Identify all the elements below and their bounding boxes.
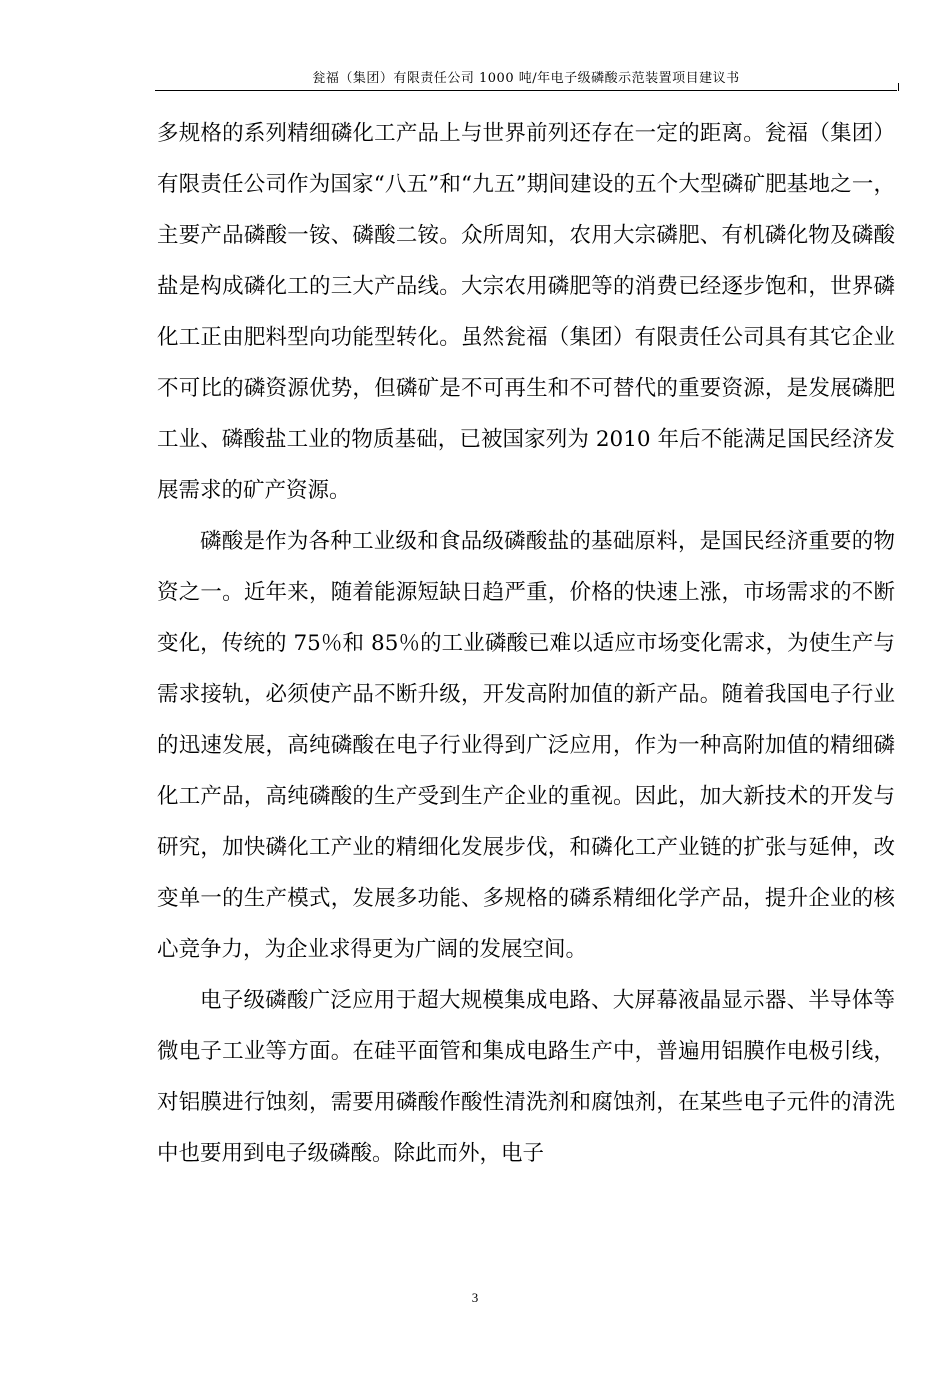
paragraph-1: 多规格的系列精细磷化工产品上与世界前列还存在一定的距离。瓮福（集团）有限责任公司作为国家“八五”和“九五”期间建设的五个大型磷矿肥基地之一，主要产品磷酸一铵、磷酸二铵。众所周知，农用大宗磷肥、有机磷化物及磷酸盐是构成磷化工的三大产品线。大宗农用磷肥等的消费已经逐步饱和，世界磷化工正由肥料型向功能型转化。虽然瓮福（集团）有限责任公司具有其它企业不可比的磷资源优势，但磷矿是不可再生和不可替代的重要资源，是发展磷肥工业、磷酸盐工业的物质基础，已被国家列为 2010 年后不能满足国民经济发展需求的矿产资源。 (157, 121, 895, 503)
paragraph-3: 电子级磷酸广泛应用于超大规模集成电路、大屏幕液晶显示器、半导体等微电子工业等方面。在硅平面管和集成电路生产中，普遍用铝膜作电极引线，对铝膜进行蚀刻，需要用磷酸作酸性清洗剂和腐蚀剂，在某些电子元件的清洗中也要用到电子级磷酸。除此而外，电子 (157, 988, 895, 1166)
header-title: 瓮福（集团）有限责任公司 1000 吨/年电子级磷酸示范装置项目建议书 (312, 71, 740, 86)
document-body (157, 108, 895, 1179)
header-rule-tick (898, 83, 899, 91)
page-number: 3 (471, 1290, 479, 1305)
paragraph-2: 磷酸是作为各种工业级和食品级磷酸盐的基础原料，是国民经济重要的物资之一。近年来，随着能源短缺日趋严重，价格的快速上涨，市场需求的不断变化，传统的 75％和 85％的工业磷酸已难以适应市场变化需求，为使生产与需求接轨，必须使产品不断升级，开发高附加值的新产品。随着我国电子行业的迅速发展，高纯磷酸在电子行业得到广泛应用，作为一种高附加值的精细磷化工产品，高纯磷酸的生产受到生产企业的重视。因此，加大新技术的开发与研究，加快磷化工产业的精细化发展步伐，和磷化工产业链的扩张与延伸，改变单一的生产模式，发展多功能、多规格的磷系精细化学产品，提升企业的核心竞争力，为企业求得更为广阔的发展空间。 (157, 529, 895, 962)
page-header (155, 68, 897, 91)
